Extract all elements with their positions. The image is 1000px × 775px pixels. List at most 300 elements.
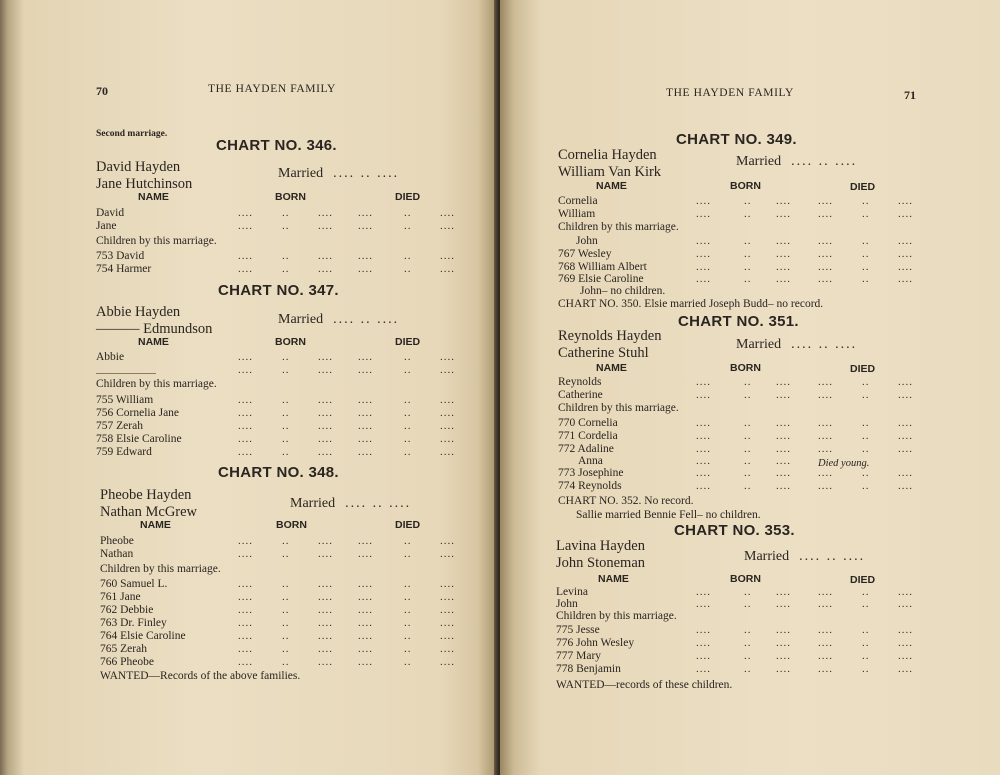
dot-leader: ....: [238, 433, 253, 445]
dot-leader: ....: [238, 617, 253, 629]
dot-leader: ..: [744, 248, 752, 260]
dot-leader: ....: [776, 235, 791, 247]
dot-leader: ....: [898, 598, 913, 610]
parent-row: William: [558, 208, 596, 220]
dot-leader: ....: [776, 208, 791, 220]
born-header: BORN: [275, 191, 306, 203]
dot-leader: ....: [238, 407, 253, 419]
dot-leader: ..: [282, 656, 290, 668]
dot-leader: ....: [776, 417, 791, 429]
dot-leader: ..: [744, 208, 752, 220]
dot-leader: ....: [696, 389, 711, 401]
dot-leader: ....: [818, 598, 833, 610]
child-row: 772 Adaline: [558, 443, 614, 455]
name-header: NAME: [138, 191, 169, 203]
dot-leader: ....: [776, 637, 791, 649]
parent-row: Pheobe: [100, 535, 134, 547]
dot-leader: ....: [440, 433, 455, 445]
dot-leader: ....: [898, 376, 913, 388]
dot-leader: ....: [440, 578, 455, 590]
dot-leader: ....: [238, 420, 253, 432]
dot-leader: ....: [318, 263, 333, 275]
child-row: 753 David: [96, 250, 145, 262]
husband-name: William Van Kirk: [558, 164, 662, 180]
dot-leader: ..: [404, 207, 412, 219]
dot-leader: ....: [440, 535, 455, 547]
dot-leader: ....: [440, 446, 455, 458]
dot-leader: ..: [744, 235, 752, 247]
dot-leader: ....: [696, 261, 711, 273]
wanted-note: WANTED—Records of the above families.: [100, 670, 301, 682]
dot-leader: ....: [696, 417, 711, 429]
dot-leader: ....: [358, 407, 373, 419]
dot-leader: ....: [238, 351, 253, 363]
dot-leader: ....: [440, 351, 455, 363]
dot-leader: ....: [358, 630, 373, 642]
parent-row: John: [556, 598, 578, 610]
parent-row: Catherine: [558, 389, 603, 401]
dot-leader: ....: [818, 235, 833, 247]
dot-leader: ..: [282, 630, 290, 642]
child-row: 761 Jane: [100, 591, 141, 603]
name-header: NAME: [596, 362, 627, 374]
dot-leader: ..: [862, 598, 870, 610]
dot-leader: ..: [282, 433, 290, 445]
dot-leader: ..: [282, 263, 290, 275]
dot-leader: ..: [862, 261, 870, 273]
dot-leader: ....: [318, 656, 333, 668]
dot-leader: ....: [898, 467, 913, 479]
husband-name: Nathan McGrew: [100, 504, 198, 520]
wife-name: Catherine Stuhl: [558, 345, 649, 361]
dot-leader: ..: [404, 420, 412, 432]
dot-leader: ..: [862, 389, 870, 401]
dot-leader: ....: [776, 273, 791, 285]
dot-leader: ..: [282, 250, 290, 262]
right-page: [500, 0, 1000, 775]
dot-leader: ..: [282, 407, 290, 419]
dot-leader: ....: [440, 591, 455, 603]
dot-leader: ....: [238, 604, 253, 616]
dot-leader: ....: [898, 261, 913, 273]
dot-leader: ..: [862, 624, 870, 636]
name-header: NAME: [138, 336, 169, 348]
wife-name: Lavina Hayden: [556, 538, 645, 554]
dot-leader: ..: [404, 630, 412, 642]
parent-row: Levina: [556, 586, 588, 598]
dot-leader: ....: [238, 656, 253, 668]
chart-346-title: CHART NO. 346.: [216, 137, 337, 154]
dot-leader: ....: [238, 263, 253, 275]
dot-leader: ..: [744, 195, 752, 207]
dot-leader: ....: [440, 207, 455, 219]
dot-leader: ..: [404, 364, 412, 376]
child-row: 769 Elsie Caroline: [558, 273, 644, 285]
dot-leader: ....: [696, 235, 711, 247]
dot-leader: ....: [898, 586, 913, 598]
dot-leader: ....: [696, 376, 711, 388]
dot-leader: ....: [776, 624, 791, 636]
dot-leader: ....: [318, 591, 333, 603]
dot-leader: ..: [404, 351, 412, 363]
dot-leader: ..: [282, 446, 290, 458]
dot-leader: ..: [744, 663, 752, 675]
wife-name: Jane Hutchinson: [96, 176, 193, 192]
dot-leader: ....: [358, 591, 373, 603]
dot-leader: ..: [404, 220, 412, 232]
dot-leader: ....: [238, 220, 253, 232]
child-row: 771 Cordelia: [558, 430, 618, 442]
dot-leader: ....: [358, 535, 373, 547]
dot-leader: ....: [318, 364, 333, 376]
dot-leader: ..: [282, 420, 290, 432]
dot-leader: ..: [404, 433, 412, 445]
born-header: BORN: [275, 336, 306, 348]
dot-leader: ....: [318, 407, 333, 419]
child-row: 766 Pheobe: [100, 656, 154, 668]
dot-leader: ....: [318, 433, 333, 445]
dot-leader: ....: [440, 630, 455, 642]
married-label: Married .... .. ....: [278, 312, 400, 327]
dot-leader: ....: [358, 220, 373, 232]
dot-leader: ..: [282, 220, 290, 232]
dot-leader: ..: [404, 604, 412, 616]
dot-leader: ....: [358, 446, 373, 458]
dot-leader: ..: [862, 235, 870, 247]
dot-leader: ....: [818, 430, 833, 442]
child-row: 762 Debbie: [100, 604, 154, 616]
dot-leader: ..: [862, 637, 870, 649]
dot-leader: ....: [898, 443, 913, 455]
child-row: 775 Jesse: [556, 624, 600, 636]
children-label: Children by this marriage.: [96, 235, 217, 247]
dot-leader: ..: [744, 261, 752, 273]
dot-leader: ..: [404, 263, 412, 275]
dot-leader: ....: [776, 480, 791, 492]
died-header: DIED: [395, 191, 421, 203]
page-number: 71: [904, 88, 916, 102]
dot-leader: ....: [318, 578, 333, 590]
dot-leader: ..: [862, 443, 870, 455]
dot-leader: ....: [818, 624, 833, 636]
dot-leader: ....: [818, 650, 833, 662]
dot-leader: ....: [440, 250, 455, 262]
child-row: 774 Reynolds: [558, 480, 622, 492]
dot-leader: ....: [238, 364, 253, 376]
blank-name-rule: [96, 373, 156, 374]
wanted-note: WANTED—records of these children.: [556, 679, 733, 691]
dot-leader: ....: [358, 604, 373, 616]
dot-leader: ..: [744, 430, 752, 442]
child-row: Anna: [578, 455, 603, 467]
dot-leader: ..: [862, 248, 870, 260]
dot-leader: ....: [898, 480, 913, 492]
dot-leader: ..: [744, 637, 752, 649]
child-row: 759 Edward: [96, 446, 152, 458]
husband-name: ——— Edmundson: [96, 321, 213, 337]
dot-leader: ....: [818, 443, 833, 455]
dot-leader: ....: [358, 394, 373, 406]
dot-leader: ....: [696, 650, 711, 662]
name-header: NAME: [598, 573, 629, 585]
dot-leader: ....: [238, 578, 253, 590]
dot-leader: ..: [744, 273, 752, 285]
chart-349-title: CHART NO. 349.: [676, 131, 797, 148]
dot-leader: ....: [440, 220, 455, 232]
dot-leader: ....: [238, 643, 253, 655]
chart-349-couple: [558, 147, 661, 181]
dot-leader: ....: [238, 207, 253, 219]
parent-row: Nathan: [100, 548, 134, 560]
dot-leader: ..: [282, 548, 290, 560]
child-row: 758 Elsie Caroline: [96, 433, 182, 445]
dot-leader: ..: [862, 586, 870, 598]
children-label: Children by this marriage.: [96, 378, 217, 390]
dot-leader: ....: [440, 656, 455, 668]
dot-leader: ....: [318, 351, 333, 363]
died-header: DIED: [850, 363, 876, 375]
dot-leader: ....: [440, 604, 455, 616]
dot-leader: ....: [238, 548, 253, 560]
dot-leader: ..: [404, 407, 412, 419]
running-head: THE HAYDEN FAMILY: [666, 87, 794, 99]
dot-leader: ....: [696, 248, 711, 260]
child-row: 765 Zerah: [100, 643, 147, 655]
child-row: 756 Cornelia Jane: [96, 407, 180, 419]
dot-leader: ....: [440, 420, 455, 432]
child-row: 778 Benjamin: [556, 663, 621, 675]
no-children-note: John– no children.: [580, 285, 666, 297]
child-row: 776 John Wesley: [556, 637, 635, 649]
dot-leader: ..: [744, 586, 752, 598]
dot-leader: ....: [776, 663, 791, 675]
chart-353-couple: [556, 538, 645, 572]
dot-leader: ..: [862, 208, 870, 220]
child-row: 755 William: [96, 394, 154, 406]
dot-leader: ....: [318, 446, 333, 458]
dot-leader: ....: [440, 263, 455, 275]
married-label: Married .... .. ....: [744, 549, 866, 564]
dot-leader: ..: [404, 446, 412, 458]
dot-leader: ....: [238, 446, 253, 458]
dot-leader: ....: [238, 630, 253, 642]
dot-leader: ....: [318, 420, 333, 432]
children-label: Children by this marriage.: [100, 563, 221, 575]
name-header: NAME: [140, 519, 171, 531]
dot-leader: ....: [776, 248, 791, 260]
dot-leader: ..: [744, 467, 752, 479]
dot-leader: ....: [358, 656, 373, 668]
dot-leader: ..: [744, 624, 752, 636]
dot-leader: ....: [776, 455, 791, 467]
dot-leader: ..: [744, 389, 752, 401]
dot-leader: ....: [358, 364, 373, 376]
dot-leader: ....: [818, 417, 833, 429]
parent-row: David: [96, 207, 125, 219]
born-header: BORN: [730, 573, 761, 585]
dot-leader: ....: [318, 604, 333, 616]
chart-346-couple: [96, 159, 192, 193]
husband-name: David Hayden: [96, 159, 181, 175]
dot-leader: ....: [358, 617, 373, 629]
child-row: 770 Cornelia: [558, 417, 618, 429]
child-row: 760 Samuel L.: [100, 578, 168, 590]
chart-351-couple: [558, 328, 662, 362]
dot-leader: ....: [818, 261, 833, 273]
children-label: Children by this marriage.: [556, 610, 677, 622]
dot-leader: ....: [898, 208, 913, 220]
child-row: 768 William Albert: [558, 261, 647, 273]
parent-row: Jane: [96, 220, 117, 232]
born-header: BORN: [730, 362, 761, 374]
dot-leader: ....: [358, 351, 373, 363]
dot-leader: ..: [862, 273, 870, 285]
page-number: 70: [96, 84, 108, 98]
parent-row: Abbie: [96, 351, 125, 363]
dot-leader: ..: [282, 617, 290, 629]
dot-leader: ..: [404, 535, 412, 547]
dot-leader: ....: [696, 624, 711, 636]
dot-leader: ..: [862, 376, 870, 388]
chart-348-title: CHART NO. 348.: [218, 464, 339, 481]
dot-leader: ..: [862, 663, 870, 675]
dot-leader: ....: [440, 617, 455, 629]
dot-leader: ....: [818, 376, 833, 388]
child-row: 763 Dr. Finley: [100, 617, 167, 629]
dot-leader: ....: [898, 624, 913, 636]
dot-leader: ..: [282, 591, 290, 603]
dot-leader: ..: [744, 443, 752, 455]
dot-leader: ..: [282, 578, 290, 590]
chart-347-title: CHART NO. 347.: [218, 282, 339, 299]
dot-leader: ..: [744, 417, 752, 429]
dot-leader: ....: [776, 195, 791, 207]
dot-leader: ....: [696, 195, 711, 207]
died-header: DIED: [850, 574, 876, 586]
dot-leader: ....: [818, 480, 833, 492]
dot-leader: ....: [818, 663, 833, 675]
child-row: John: [576, 235, 598, 247]
dot-leader: ....: [696, 480, 711, 492]
dot-leader: ....: [818, 208, 833, 220]
dot-leader: ..: [404, 394, 412, 406]
dot-leader: ....: [818, 467, 833, 479]
dot-leader: ....: [358, 578, 373, 590]
dot-leader: ....: [696, 598, 711, 610]
dot-leader: ....: [776, 430, 791, 442]
dot-leader: ....: [440, 407, 455, 419]
dot-leader: ....: [818, 248, 833, 260]
dot-leader: ....: [696, 663, 711, 675]
dot-leader: ....: [776, 650, 791, 662]
parent-row: Reynolds: [558, 376, 602, 388]
dot-leader: ....: [898, 637, 913, 649]
chart-347-couple: [96, 304, 212, 338]
child-row: 757 Zerah: [96, 420, 143, 432]
dot-leader: ..: [282, 351, 290, 363]
chart-348-couple: [100, 487, 197, 521]
running-head: THE HAYDEN FAMILY: [208, 83, 336, 95]
dot-leader: ....: [696, 430, 711, 442]
dot-leader: ..: [744, 455, 752, 467]
married-label: Married .... .. ....: [736, 337, 858, 352]
child-row: 777 Mary: [556, 650, 602, 662]
married-label: Married .... .. ....: [290, 496, 412, 511]
dot-leader: ....: [898, 235, 913, 247]
died-young-note: Died young.: [818, 458, 870, 469]
name-header: NAME: [596, 180, 627, 192]
dot-leader: ..: [862, 467, 870, 479]
dot-leader: ....: [696, 586, 711, 598]
born-header: BORN: [276, 519, 307, 531]
dot-leader: ..: [404, 578, 412, 590]
dot-leader: ....: [776, 598, 791, 610]
dot-leader: ....: [898, 273, 913, 285]
dot-leader: ..: [282, 364, 290, 376]
dot-leader: ....: [358, 263, 373, 275]
parent-row: Cornelia: [558, 195, 598, 207]
dot-leader: ....: [440, 643, 455, 655]
dot-leader: ..: [282, 207, 290, 219]
dot-leader: ....: [318, 548, 333, 560]
dot-leader: ....: [818, 586, 833, 598]
dot-leader: ....: [318, 643, 333, 655]
dot-leader: ....: [776, 586, 791, 598]
dot-leader: ....: [818, 273, 833, 285]
dot-leader: ..: [404, 643, 412, 655]
dot-leader: ....: [776, 389, 791, 401]
child-row: 773 Josephine: [558, 467, 624, 479]
born-header: BORN: [730, 180, 761, 192]
married-label: Married .... .. ....: [736, 154, 858, 169]
dot-leader: ....: [696, 273, 711, 285]
chart-352-note: CHART NO. 352. No record.: [558, 495, 694, 507]
dot-leader: ..: [744, 376, 752, 388]
dot-leader: ....: [776, 261, 791, 273]
dot-leader: ..: [404, 250, 412, 262]
dot-leader: ..: [862, 430, 870, 442]
left-page: [0, 0, 498, 775]
dot-leader: ....: [238, 394, 253, 406]
dot-leader: ....: [696, 637, 711, 649]
dot-leader: ....: [696, 443, 711, 455]
children-label: Children by this marriage.: [558, 402, 679, 414]
dot-leader: ....: [238, 535, 253, 547]
sallie-note: Sallie married Bennie Fell– no children.: [576, 509, 761, 521]
dot-leader: ..: [404, 591, 412, 603]
dot-leader: ....: [898, 650, 913, 662]
dot-leader: ....: [898, 195, 913, 207]
dot-leader: ....: [898, 663, 913, 675]
husband-name: Reynolds Hayden: [558, 328, 662, 344]
dot-leader: ....: [898, 430, 913, 442]
dot-leader: ..: [862, 650, 870, 662]
second-marriage-note: Second marriage.: [96, 129, 168, 139]
dot-leader: ....: [898, 248, 913, 260]
dot-leader: ....: [318, 630, 333, 642]
dot-leader: ..: [744, 650, 752, 662]
dot-leader: ....: [358, 420, 373, 432]
dot-leader: ....: [440, 394, 455, 406]
wife-name: Abbie Hayden: [96, 304, 181, 320]
dot-leader: ....: [696, 455, 711, 467]
dot-leader: ....: [318, 394, 333, 406]
dot-leader: ....: [776, 376, 791, 388]
dot-leader: ....: [318, 250, 333, 262]
dot-leader: ....: [318, 617, 333, 629]
dot-leader: ....: [358, 207, 373, 219]
dot-leader: ..: [862, 417, 870, 429]
